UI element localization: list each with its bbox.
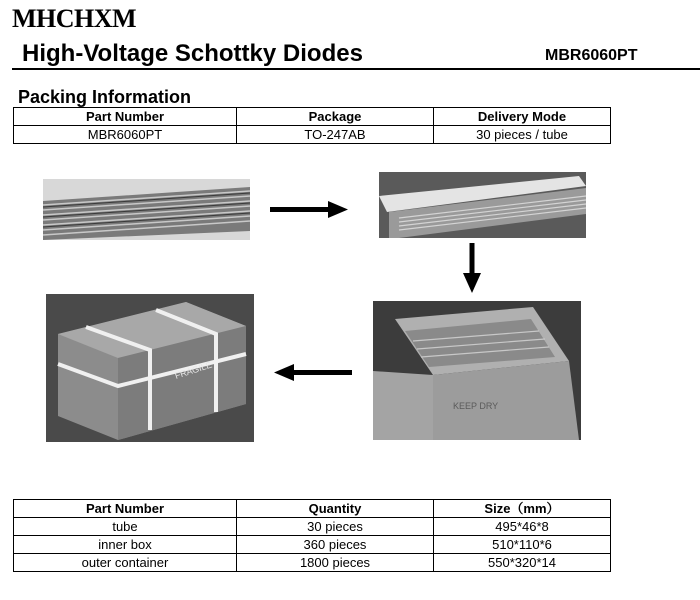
column-header: Part Number <box>14 500 237 518</box>
table-cell: outer container <box>14 554 237 572</box>
table-cell: 30 pieces / tube <box>434 126 611 144</box>
header-part-number: MBR6060PT <box>545 47 638 64</box>
table-cell: 1800 pieces <box>237 554 434 572</box>
table-row <box>14 126 611 144</box>
table-cell: 510*110*6 <box>434 536 611 554</box>
keep-dry-label: KEEP DRY <box>453 401 499 411</box>
outer-container-photo <box>46 294 254 442</box>
section-heading: Packing Information <box>18 87 192 107</box>
table-cell: 360 pieces <box>237 536 434 554</box>
page-title: High-Voltage Schottky Diodes <box>22 40 363 67</box>
table-cell: 550*320*14 <box>434 554 611 572</box>
table-cell: 495*46*8 <box>434 518 611 536</box>
column-header: Delivery Mode <box>434 108 611 126</box>
column-header: Package <box>237 108 434 126</box>
table-header-row <box>14 500 611 518</box>
quantity-table <box>13 499 611 572</box>
column-header: Size（mm） <box>434 500 611 518</box>
brand-logo: MHCHXM <box>12 4 137 33</box>
tube-photo <box>43 179 250 240</box>
inner-box-photo <box>379 172 586 238</box>
arrow-down-icon <box>463 243 481 293</box>
table-cell: 30 pieces <box>237 518 434 536</box>
arrow-right-icon <box>270 201 350 219</box>
column-header: Part Number <box>14 108 237 126</box>
table-row <box>14 554 611 572</box>
table-cell: inner box <box>14 536 237 554</box>
table-row <box>14 518 611 536</box>
header-divider <box>12 68 700 70</box>
table-header-row <box>14 108 611 126</box>
column-header: Quantity <box>237 500 434 518</box>
table-cell: MBR6060PT <box>14 126 237 144</box>
table-cell: TO-247AB <box>237 126 434 144</box>
table-row <box>14 536 611 554</box>
fragile-label: FRAGILE <box>173 359 214 381</box>
table-cell: tube <box>14 518 237 536</box>
arrow-left-icon <box>274 364 352 382</box>
packing-table <box>13 107 611 144</box>
outer-carton-photo <box>373 301 581 440</box>
